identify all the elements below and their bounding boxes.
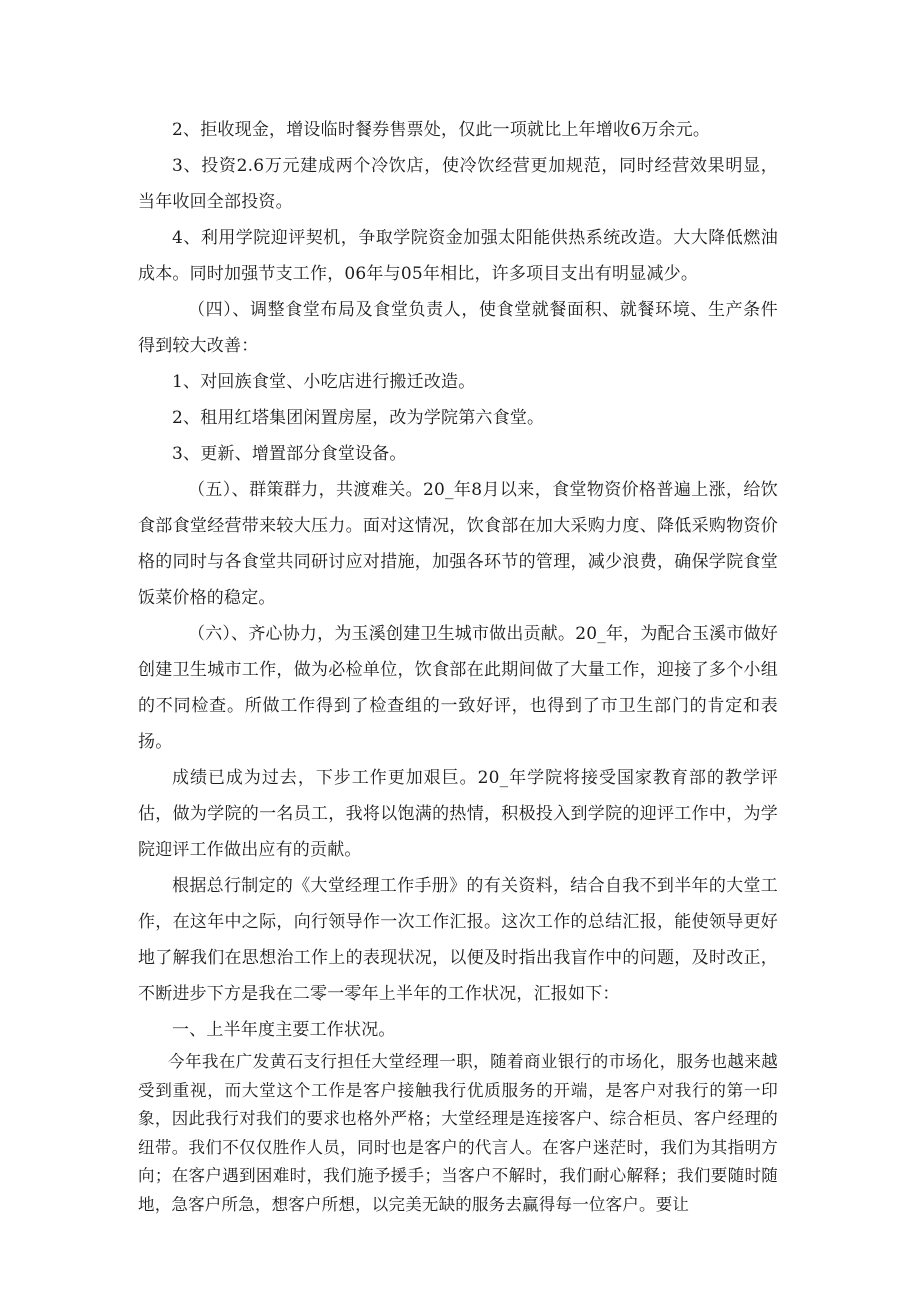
section-heading-5: （五）、群策群力，共渡难关。20_年8月以来，食堂物资价格普遍上涨，给饮食部食堂经营带来较大压力。面对这情况，饮食部在加大采购力度、降低采购物资价格的同时与各食堂共同研讨应对措施，加强各环节的管理，减少浪费，确保学院食堂饭菜价格的稳定。 <box>138 480 778 608</box>
section-heading-6: （六）、齐心协力，为玉溪创建卫生城市做出贡献。20_年，为配合玉溪市做好创建卫生城市工作，做为必检单位，饮食部在此期间做了大量工作，迎接了多个小组的不同检查。所做工作得到了检查组的一致好评，也得到了市卫生部门的肯定和表扬。 <box>138 624 778 752</box>
paragraph-subitem-1: 1、对回族食堂、小吃店进行搬迁改造。 <box>172 372 476 392</box>
paragraph-subitem-3: 3、更新、增置部分食堂设备。 <box>172 444 407 464</box>
paragraph-item-2: 2、拒收现金，增设临时餐券售票处，仅此一项就比上年增收6万余元。 <box>172 120 711 140</box>
paragraph-subitem-2: 2、租用红塔集团闲置房屋，改为学院第六食堂。 <box>172 408 545 428</box>
section-heading-4: （四）、调整食堂布局及食堂负责人，使食堂就餐面积、就餐环境、生产条件得到较大改善： <box>138 300 778 356</box>
section-heading-first-half: 一、上半年度主要工作状况。 <box>172 1020 396 1040</box>
paragraph-conclusion: 成绩已成为过去，下步工作更加艰巨。20_年学院将接受国家教育部的教学评估，做为学院的一名员工，我将以饱满的热情，积极投入到学院的迎评工作中，为学院迎评工作做出应有的贡献。 <box>138 768 778 860</box>
paragraph-report-intro: 根据总行制定的《大堂经理工作手册》的有关资料，结合自我不到半年的大堂工作，在这年中之际，向行领导作一次工作汇报。这次工作的总结汇报，能使领导更好地了解我们在思想治工作上的表现状况，以便及时指出我盲作中的问题，及时改正，不断进步下方是我在二零一零年上半年的工作状况，汇报如下： <box>138 876 778 1004</box>
paragraph-work-status: 今年我在广发黄石支行担任大堂经理一职，随着商业银行的市场化，服务也越来越受到重视，而大堂这个工作是客户接触我行优质服务的开端，是客户对我行的第一印象，因此我行对我们的要求也格外严格；大堂经理是连接客户、综合柜员、客户经理的纽带。我们不仅仅胜作人员，同时也是客户的代言人。在客户迷茫时，我们为其指明方向；在客户遇到困难时，我们施予援手；当客户不解时，我们耐心解释；我们要随时随地，急客户所急，想客户所想，以完美无缺的服务去赢得每一位客户。要让 <box>138 1052 778 1214</box>
document-body <box>138 112 778 1219</box>
paragraph-item-3: 3、投资2.6万元建成两个冷饮店，使冷饮经营更加规范，同时经营效果明显，当年收回全部投资。 <box>138 156 778 212</box>
paragraph-item-4: 4、利用学院迎评契机，争取学院资金加强太阳能供热系统改造。大大降低燃油成本。同时加强节支工作，06年与05年相比，许多项目支出有明显减少。 <box>138 228 778 284</box>
